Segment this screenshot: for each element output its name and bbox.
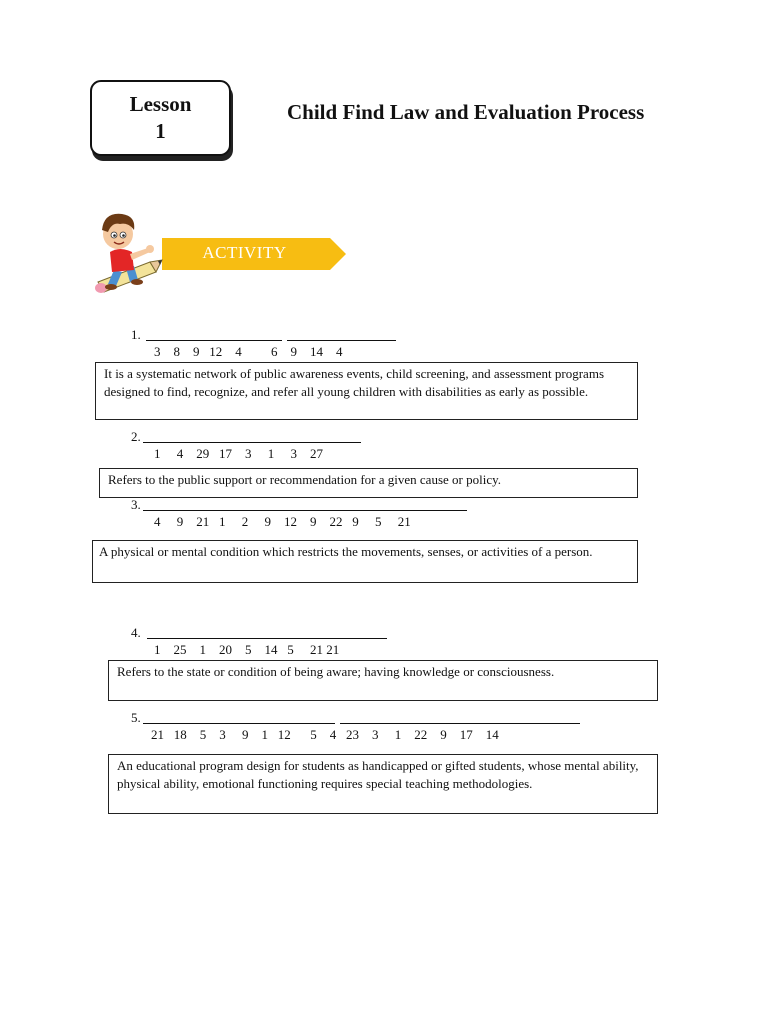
clue-box: A physical or mental condition which restricts the movements, senses, or activities of a person.	[92, 540, 638, 583]
answer-blank[interactable]	[143, 430, 361, 443]
letter-codes: 21 18 5 3 9 1 12 5 4 23 3 1 22 9 17 14	[151, 727, 499, 742]
answer-blank[interactable]	[143, 498, 467, 511]
clue-box: Refers to the public support or recommendation for a given cause or policy.	[99, 468, 638, 498]
item-number: 1.	[131, 327, 141, 342]
clue-box: It is a systematic network of public awareness events, child screening, and assessment programs designed to find, recognize, and refer all young children with disabilities as early as possible.	[95, 362, 638, 420]
item-number: 4.	[131, 625, 141, 640]
letter-codes: 1 4 29 17 3 1 3 27	[154, 446, 323, 461]
letter-codes: 3 8 9 12 4 6 9 14 4	[154, 344, 343, 359]
boy-riding-pencil-illustration	[95, 214, 162, 293]
item-number: 3.	[131, 497, 141, 512]
lesson-number-box	[90, 80, 231, 156]
letter-codes: 4 9 21 1 2 9 12 9 22 9 5 21	[154, 514, 411, 529]
page-title: Child Find Law and Evaluation Process	[287, 100, 645, 124]
answer-blank[interactable]	[147, 626, 387, 639]
clue-box: Refers to the state or condition of being aware; having knowledge or consciousness.	[108, 660, 658, 701]
lesson-number: 1	[155, 119, 166, 143]
item-number: 2.	[131, 429, 141, 444]
lesson-label: Lesson	[129, 92, 192, 116]
answer-blank[interactable]	[287, 328, 396, 341]
activity-label: ACTIVITY	[202, 243, 287, 262]
answer-blank[interactable]	[340, 711, 580, 724]
answer-blank[interactable]	[146, 328, 282, 341]
clue-box: An educational program design for students as handicapped or gifted students, whose mental ability, physical ability, emotional functioning requires special teaching methodologies.	[108, 754, 658, 814]
letter-codes: 1 25 1 20 5 14 5 21 21	[154, 642, 340, 657]
item-number: 5.	[131, 710, 141, 725]
answer-blank[interactable]	[143, 711, 335, 724]
